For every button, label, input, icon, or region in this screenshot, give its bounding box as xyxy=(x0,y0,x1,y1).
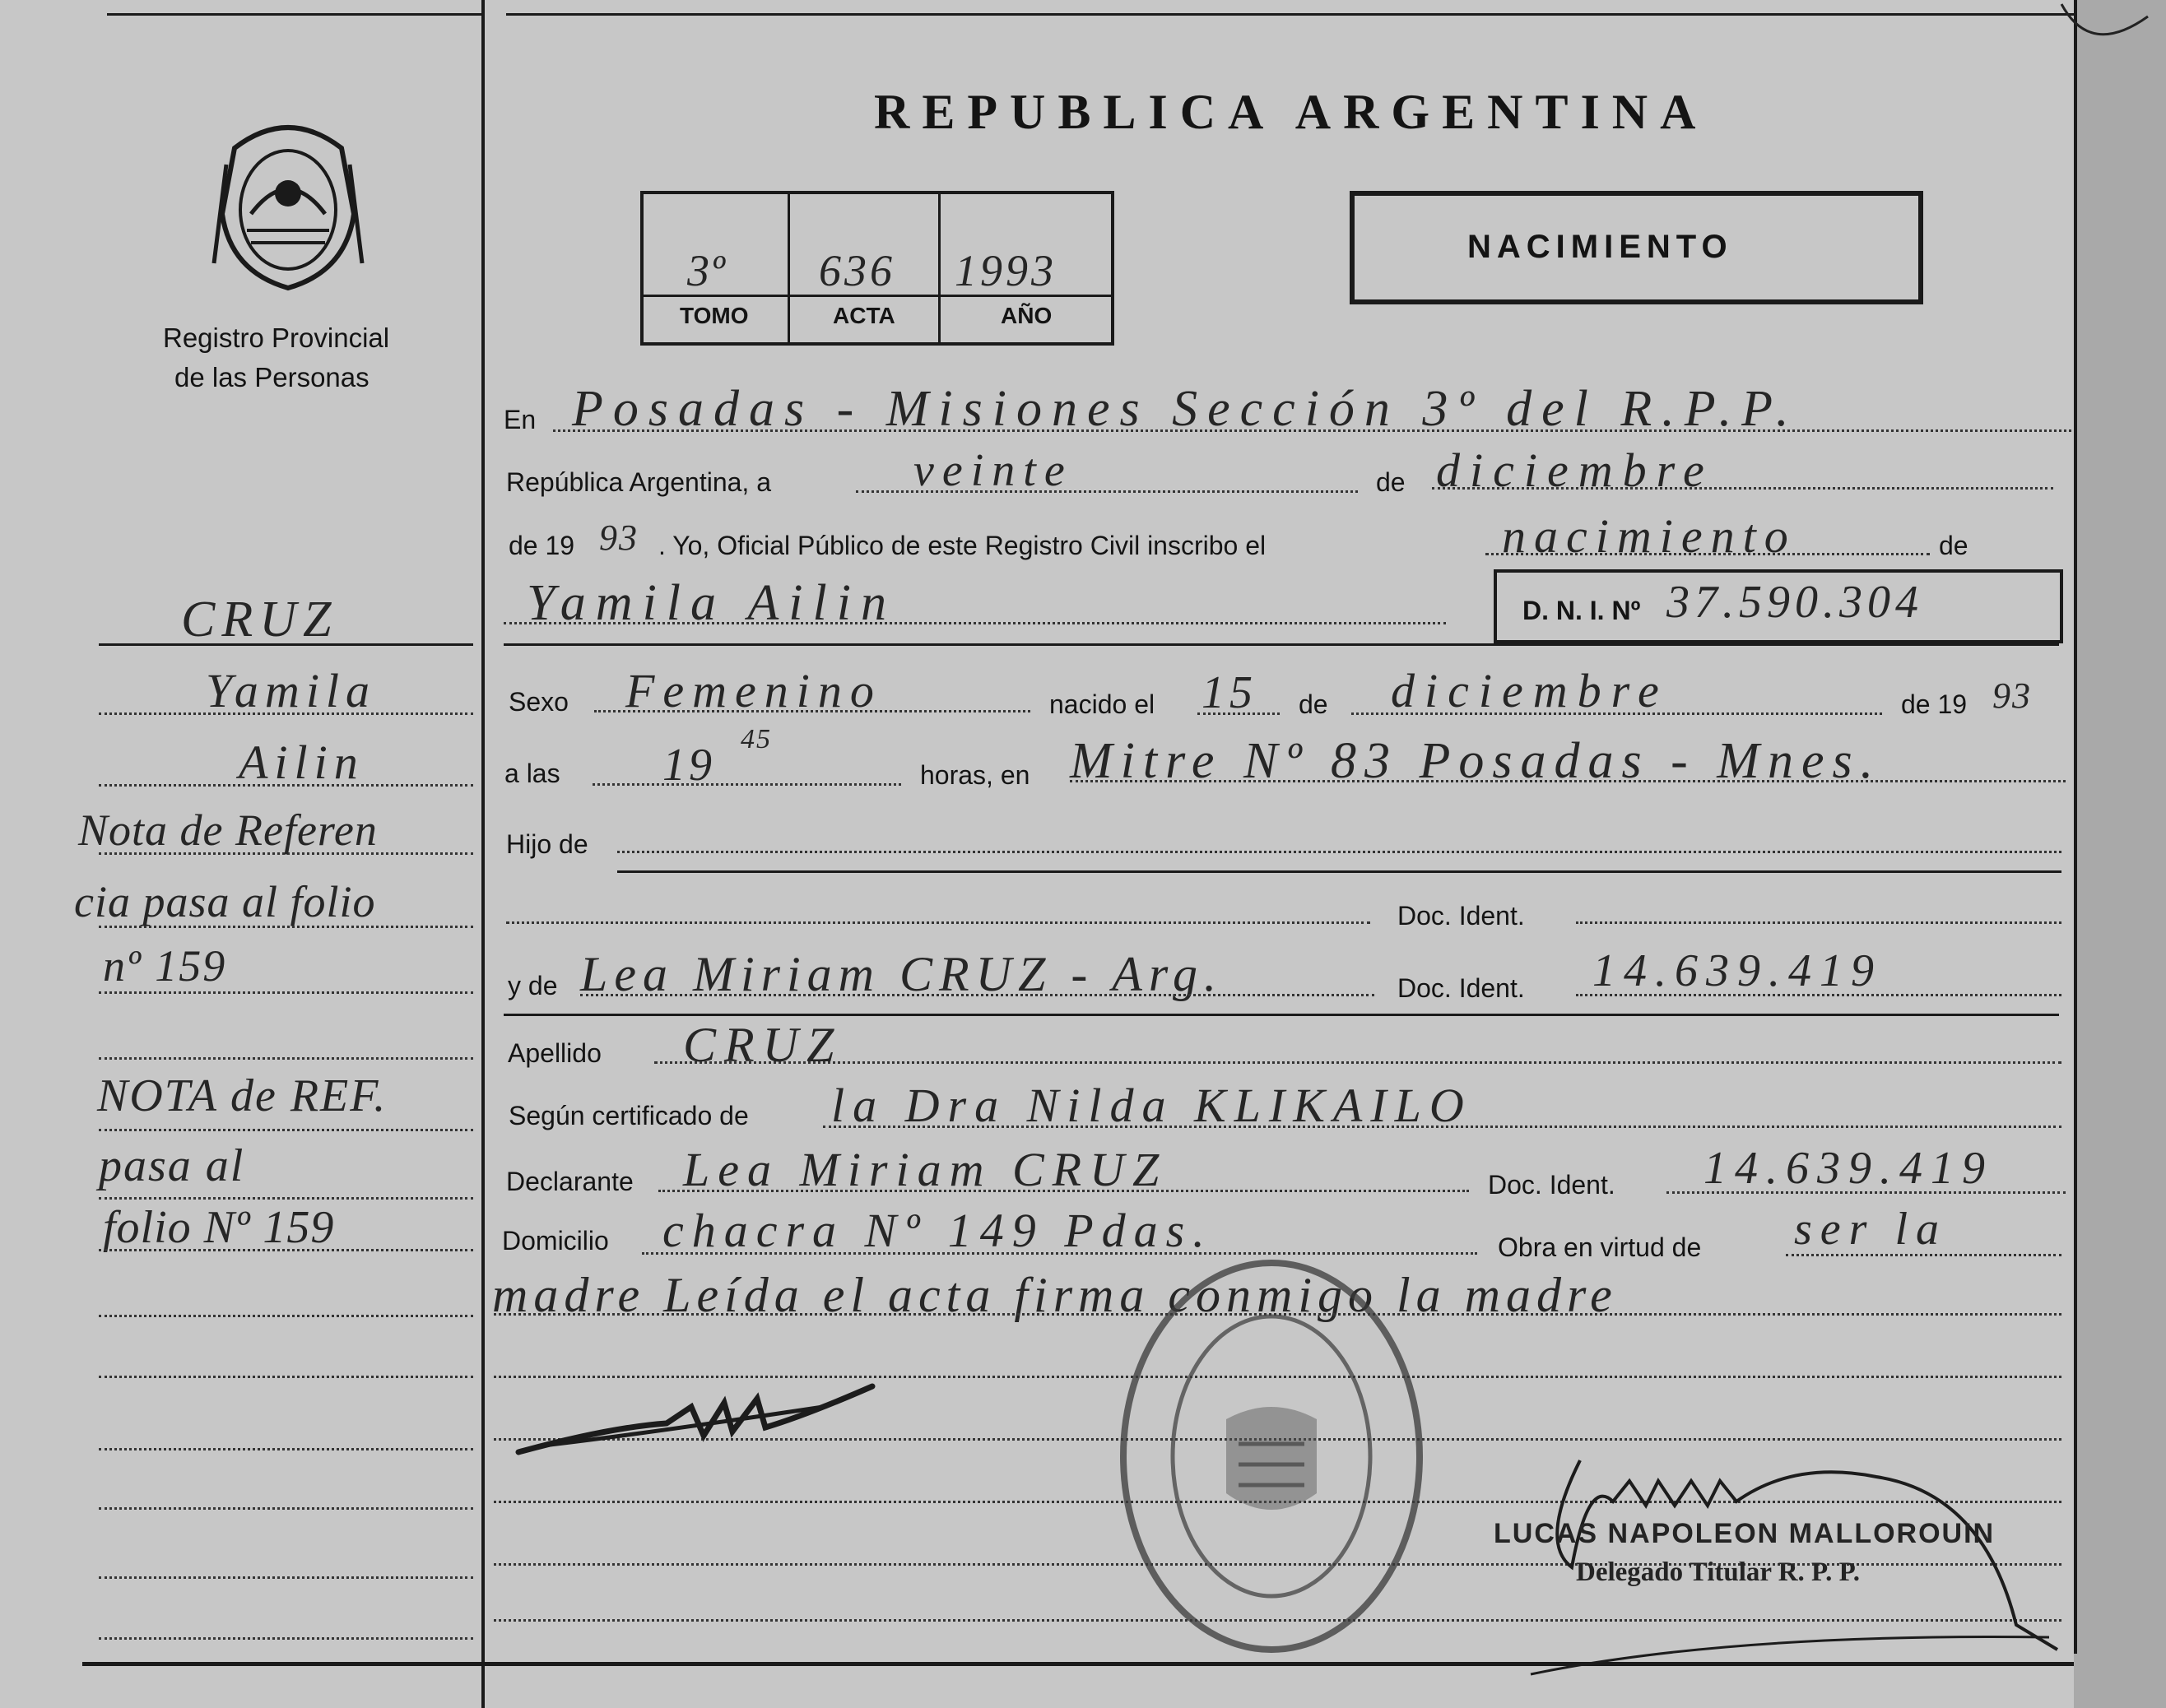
apellido-label: Apellido xyxy=(508,1038,602,1068)
margin-note1-line3: nº 159 xyxy=(103,941,227,991)
sexo-value: Femenino xyxy=(625,664,882,717)
province-seal-icon xyxy=(210,115,366,296)
ano-label: AÑO xyxy=(1001,303,1053,328)
month-value: diciembre xyxy=(1436,443,1714,497)
margin-dots-14 xyxy=(99,1576,473,1579)
father-doc-dots xyxy=(1576,921,2061,924)
margin-dots-7 xyxy=(99,1129,473,1131)
declarante-value: Lea Miriam CRUZ xyxy=(683,1143,1168,1196)
hijo-dots xyxy=(617,851,2061,853)
mother-dots xyxy=(580,994,1374,996)
row9-rule xyxy=(504,1014,2059,1016)
minutes-value: 45 xyxy=(741,724,772,754)
document-title: REPUBLICA ARGENTINA xyxy=(874,85,1708,139)
day-value: veinte xyxy=(913,445,1073,496)
act-type-value: nacimiento xyxy=(1502,509,1796,563)
year-prefix: de 19 xyxy=(509,531,575,560)
declarante-doc-label: Doc. Ident. xyxy=(1488,1170,1615,1200)
official-title: Delegado Titular R. P. P. xyxy=(1576,1557,1861,1587)
birthplace-value: Mitre Nº 83 Posadas - Mnes. xyxy=(1070,733,1882,789)
top-rule-left xyxy=(107,13,481,16)
declarante-dots xyxy=(658,1190,1469,1192)
official-stamp xyxy=(1115,1255,1428,1658)
father-doc-dots-left xyxy=(506,921,1370,924)
mother-value: Lea Miriam CRUZ - Arg. xyxy=(580,947,1224,1001)
record-box-divider-1 xyxy=(788,191,790,342)
left-border-line xyxy=(481,0,485,1708)
birth-day-value: 15 xyxy=(1202,667,1257,718)
year-value: 93 xyxy=(599,518,639,558)
row4-rule xyxy=(504,643,2059,646)
hijo-rule xyxy=(617,870,2061,873)
hour-value: 19 xyxy=(662,740,715,791)
tomo-value: 3º xyxy=(687,246,727,295)
margin-note2-line1: NOTA de REF. xyxy=(97,1070,388,1121)
acta-label: ACTA xyxy=(833,303,895,328)
certificado-value: la Dra Nilda KLIKAILO xyxy=(831,1079,1472,1132)
place-underline xyxy=(553,429,2071,432)
mother-doc-label: Doc. Ident. xyxy=(1397,973,1525,1003)
mother-doc-value: 14.639.419 xyxy=(1592,945,1882,996)
horas-label: horas, en xyxy=(920,760,1030,790)
margin-note2-line2: pasa al xyxy=(99,1140,245,1191)
margin-dots-11 xyxy=(99,1376,473,1378)
margin-note2-line3: folio Nº 159 xyxy=(103,1202,335,1253)
nacido-label: nacido el xyxy=(1049,689,1155,719)
names-value: Yamila Ailin xyxy=(527,575,896,631)
declarante-doc-value: 14.639.419 xyxy=(1704,1143,1993,1194)
ano-value: 1993 xyxy=(955,246,1057,295)
hour-dots xyxy=(593,783,901,786)
obra-label: Obra en virtud de xyxy=(1498,1232,1702,1262)
hijo-label: Hijo de xyxy=(506,829,588,859)
dni-value: 37.590.304 xyxy=(1666,577,1923,628)
mother-doc-dots xyxy=(1576,994,2061,996)
en-label: En xyxy=(504,405,537,434)
margin-dots-10 xyxy=(99,1315,473,1317)
sexo-label: Sexo xyxy=(509,687,569,717)
birth-year-prefix: de 19 xyxy=(1901,689,1968,719)
margin-dots-5 xyxy=(99,991,473,994)
margin-dots-8 xyxy=(99,1197,473,1200)
official-name: LUCAS NAPOLEON MALLOROUIN xyxy=(1494,1518,1996,1549)
declarant-signature xyxy=(510,1370,889,1469)
margin-surname: CRUZ xyxy=(181,592,338,647)
domicilio-value: chacra Nº 149 Pdas. xyxy=(662,1204,1213,1257)
margin-name-1: Yamila xyxy=(206,664,377,717)
margin-name-2: Ailin xyxy=(239,736,365,789)
margin-dots-12 xyxy=(99,1448,473,1450)
yde-label: y de xyxy=(508,971,558,1000)
de-label-3: de xyxy=(1299,689,1328,719)
place-value: Posadas - Misiones Sección 3º del R.P.P. xyxy=(572,381,1799,437)
right-border-line xyxy=(2074,0,2077,1654)
acta-value: 636 xyxy=(819,246,895,295)
registro-text: . Yo, Oficial Público de este Registro Civil inscribo el xyxy=(658,531,1267,560)
continuation-value: madre Leída el acta firma conmigo la madre xyxy=(492,1268,1618,1322)
nacimiento-label: NACIMIENTO xyxy=(1467,229,1733,265)
margin-note1-line1: Nota de Referen xyxy=(78,805,378,855)
domicilio-label: Domicilio xyxy=(502,1226,609,1255)
registry-name-line2: de las Personas xyxy=(174,362,370,392)
apellido-dots xyxy=(654,1061,2061,1064)
margin-dots-15 xyxy=(99,1637,473,1640)
father-doc-label: Doc. Ident. xyxy=(1397,901,1525,931)
alas-label: a las xyxy=(504,759,560,788)
record-box-divider-2 xyxy=(938,191,941,342)
certificado-label: Según certificado de xyxy=(509,1101,749,1130)
margin-dots-13 xyxy=(99,1507,473,1510)
margin-dots-9 xyxy=(99,1249,473,1251)
birth-year-value: 93 xyxy=(1992,675,2032,716)
registry-name-line1: Registro Provincial xyxy=(163,323,390,353)
birth-month-value: diciembre xyxy=(1391,664,1669,717)
republica-label: República Argentina, a xyxy=(506,467,771,497)
obra-dots xyxy=(1786,1254,2061,1256)
margin-note1-line2: cia pasa al folio xyxy=(74,877,376,926)
margin-dots-6 xyxy=(99,1057,473,1060)
declarante-label: Declarante xyxy=(506,1167,634,1196)
de-label-2: de xyxy=(1939,531,1968,560)
certificado-dots xyxy=(823,1126,2061,1128)
top-rule-right xyxy=(506,13,2074,16)
apellido-value: CRUZ xyxy=(683,1018,843,1072)
tomo-label: TOMO xyxy=(680,303,749,328)
dni-label: D. N. I. Nº xyxy=(1522,596,1641,625)
page-edge xyxy=(2074,0,2166,1708)
declarante-doc-dots xyxy=(1666,1191,2066,1194)
obra-value: ser la xyxy=(1794,1204,1947,1255)
corner-mark xyxy=(2057,0,2156,66)
de-label-1: de xyxy=(1376,467,1406,497)
names-dots xyxy=(504,622,1446,624)
